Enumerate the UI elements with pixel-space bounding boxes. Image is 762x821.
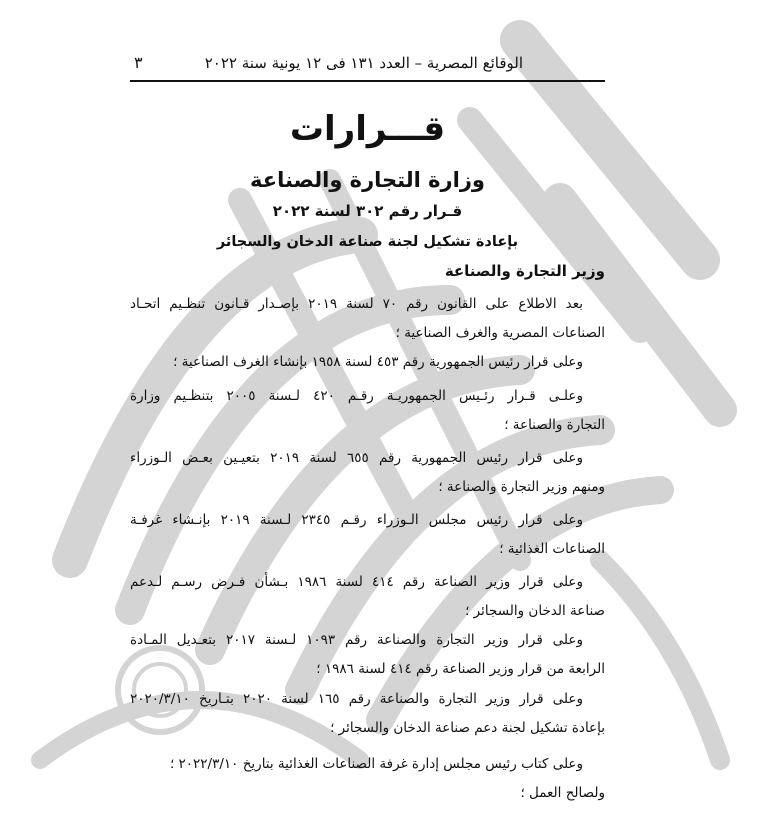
recital-paragraph: [130, 626, 605, 684]
recital-line: وعلى قرار رئيس الجمهورية رقم ٦٥٥ لسنة ٢٠١٩ بتعيـين بعـض الـوزراء: [130, 450, 583, 466]
recital-line: وعلى قرار رئيس الجمهورية رقم ٤٥٣ لسنة ١٩٥٨ بإنشاء الغرف الصناعية ؛: [173, 354, 583, 370]
recital-line: وعلى قرار وزير الصناعة رقم ٤١٤ لسنة ١٩٨٦ بـشأن فـرض رسـم لـدعم: [130, 574, 583, 590]
recital-line: ولصالح العمل ؛: [520, 785, 605, 801]
running-title: الوقائع المصرية – العدد ١٣١ فى ١٢ يونية سنة ٢٠٢٢: [204, 54, 523, 72]
recital-line: ومنهم وزير التجارة والصناعة ؛: [438, 479, 605, 495]
recital-paragraph: [130, 750, 605, 808]
decree-subject: بإعادة تشكيل لجنة صناعة الدخان والسجائر: [216, 234, 519, 250]
recital-paragraph: [130, 290, 605, 348]
recital-line: وعلى قرار وزير التجارة والصناعة رقم ١٦٥ لسنة ٢٠٢٠ بتـاريخ ٢٠٢٠/٣/١٠: [130, 691, 583, 707]
issuer-heading: وزير التجارة والصناعة: [444, 262, 605, 280]
recital-line: صناعة الدخان والسجائر ؛: [465, 603, 605, 619]
recital-paragraph: [130, 348, 605, 377]
recital-line: وعلى قرار رئيس مجلس الـوزراء رقـم ٢٣٤٥ لـسنة ٢٠١٩ بإنـشاء غرفـة: [130, 512, 583, 528]
recital-paragraph: [130, 382, 605, 440]
recital-paragraph: [130, 568, 605, 626]
running-header: [130, 52, 605, 74]
recital-line: وعلى كتاب رئيس مجلس إدارة غرفة الصناعات الغذائية بتاريخ ٢٠٢٢/٣/١٠ ؛: [169, 756, 583, 772]
header-divider: [130, 80, 605, 82]
recital-line: وعلـى قـرار رئـيس الجمهوريـة رقـم ٤٢٠ لـسنة ٢٠٠٥ بتنظـيم وزارة: [130, 388, 583, 404]
page-number: ٣: [134, 53, 143, 72]
recital-line: الصناعات الغذائية ؛: [499, 541, 605, 557]
recital-line: الصناعات المصرية والغرف الصناعية ؛: [395, 325, 605, 341]
page-content: [130, 0, 605, 821]
ministry-heading: وزارة التجارة والصناعة: [250, 168, 485, 192]
section-title: قـــرارات: [289, 109, 446, 149]
recital-line: التجارة والصناعة ؛: [504, 417, 605, 433]
recital-line: وعلى قرار وزير التجارة والصناعة رقم ١٠٩٣ لـسنة ٢٠١٧ بتعـديل المـادة: [130, 632, 583, 648]
recital-paragraph: [130, 685, 605, 743]
recital-line: بإعادة تشكيل لجنة دعم صناعة الدخان والسجائر ؛: [330, 720, 605, 736]
recital-paragraph: [130, 506, 605, 564]
recital-line: الرابعة من قرار وزير الصناعة رقم ٤١٤ لسنة ١٩٨٦ ؛: [316, 661, 605, 677]
decree-number: قـرار رقم ٣٠٢ لسنة ٢٠٢٢: [272, 202, 463, 220]
recital-paragraph: [130, 444, 605, 502]
recital-line: بعد الاطلاع على القانون رقم ٧٠ لسنة ٢٠١٩ بإصـدار قـانون تنظـيم اتحـاد: [130, 296, 583, 312]
